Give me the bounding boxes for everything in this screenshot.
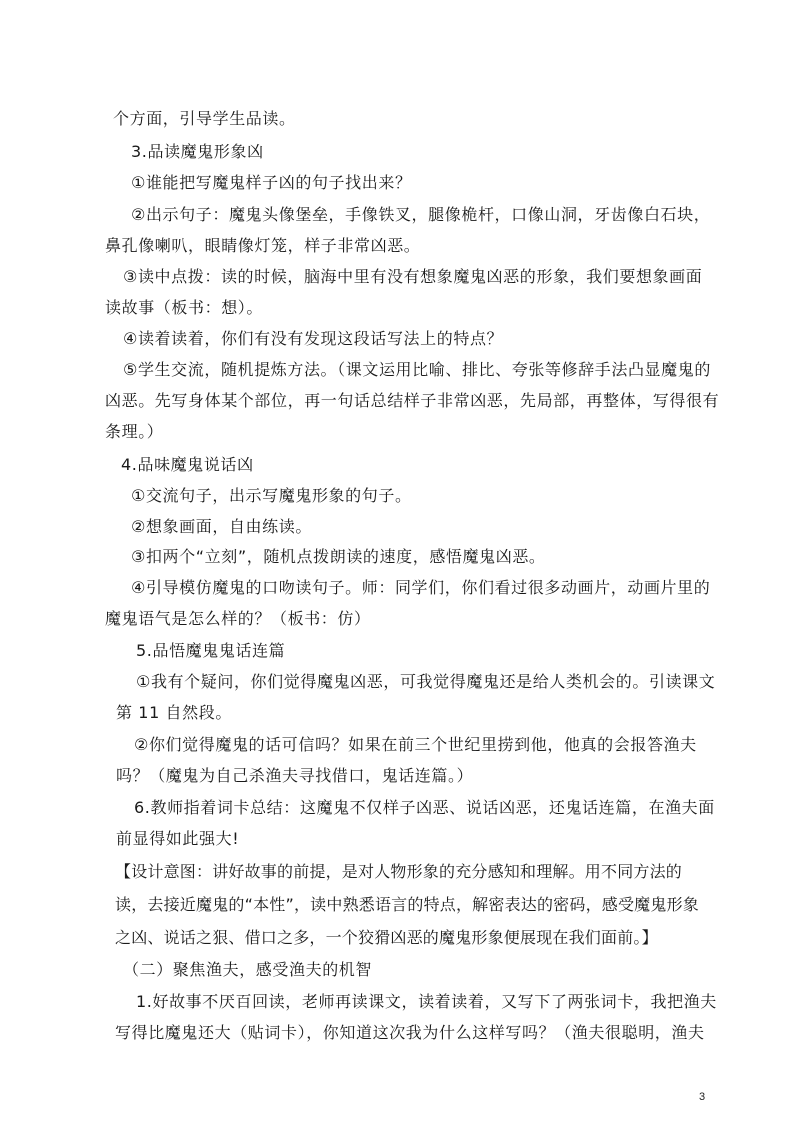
section-heading: 5.品悟魔鬼鬼话连篇 [136, 641, 286, 660]
text-line: 6.教师指着词卡总结：这魔鬼不仅样子凶恶、说话凶恶，还鬼话连篇，在渔夫面 [134, 798, 715, 817]
text-line: ④读着读着，你们有没有发现这段话写法上的特点？ [123, 329, 504, 348]
text-line: 写得比魔鬼还大（贴词卡），你知道这次我为什么这样写吗？（渔夫很聪明，渔夫 [115, 1023, 705, 1042]
text-line: 前显得如此强大! [116, 829, 240, 848]
text-line: ②出示句子：魔鬼头像堡垒，手像铁叉，腿像桅杆，口像山洞，牙齿像白石块， [131, 205, 711, 224]
text-line: ①交流句子，出示写魔鬼形象的句子。 [131, 486, 412, 505]
text-line: ④引导模仿魔鬼的口吻读句子。师：同学们，你们看过很多动画片，动画片里的 [131, 578, 711, 597]
section-heading: 4.品味魔鬼说话凶 [121, 455, 254, 474]
design-intent-text: 读，去接近魔鬼的“本性”，读中熟悉语言的特点，解密表达的密码，感受魔鬼形象 [115, 895, 699, 914]
text-line: 读故事（板书：想）。 [105, 298, 264, 317]
text-line: 1.好故事不厌百回读，老师再读课文，读着读着，又写下了两张词卡，我把渔夫 [136, 992, 717, 1011]
design-intent-text: 之凶、说话之狠、借口之多，一个狡猾凶恶的魔鬼形象便展现在我们面前。】 [115, 928, 658, 947]
text-line: ②想象画面，自由练读。 [131, 517, 312, 536]
text-line: ②你们觉得魔鬼的话可信吗？如果在前三个世纪里捞到他，他真的会报答渔夫 [134, 735, 697, 754]
text-line: 鼻孔像喇叭，眼睛像灯笼，样子非常凶恶。 [105, 236, 421, 255]
design-intent-text: 【设计意图：讲好故事的前提，是对人物形象的充分感知和理解。用不同方法的 [115, 862, 683, 881]
text-line: 第 11 自然段。 [116, 703, 232, 722]
text-line: 魔鬼语气是怎么样的？（板书：仿） [105, 609, 371, 628]
section-heading: 3.品读魔鬼形象凶 [131, 142, 264, 161]
text-line: ①谁能把写魔鬼样子凶的句子找出来？ [131, 173, 412, 192]
text-line: 吗？（魔鬼为自己杀渔夫寻找借口，鬼话连篇。） [116, 766, 474, 785]
text-line: ③读中点拨：读的时候，脑海中里有没有想象魔鬼凶恶的形象，我们要想象画面 [123, 267, 703, 286]
text-line: 个方面，引导学生品读。 [113, 109, 296, 128]
text-line: 条理。） [105, 422, 164, 441]
page-number: 3 [699, 1091, 706, 1103]
text-line: ⑤学生交流，随机提炼方法。（课文运用比喻、排比、夸张等修辞手法凸显魔鬼的 [123, 360, 711, 379]
text-line: ①我有个疑问，你们觉得魔鬼凶恶，可我觉得魔鬼还是给人类机会的。引读课文 [136, 672, 716, 691]
section-heading: （二）聚焦渔夫，感受渔夫的机智 [123, 960, 373, 979]
text-line: ③扣两个“立刻”，随机点拨朗读的速度，感悟魔鬼凶恶。 [131, 547, 546, 566]
text-line: 凶恶。先写身体某个部位，再一句话总结样子非常凶恶，先局部，再整体，写得很有 [105, 391, 720, 410]
